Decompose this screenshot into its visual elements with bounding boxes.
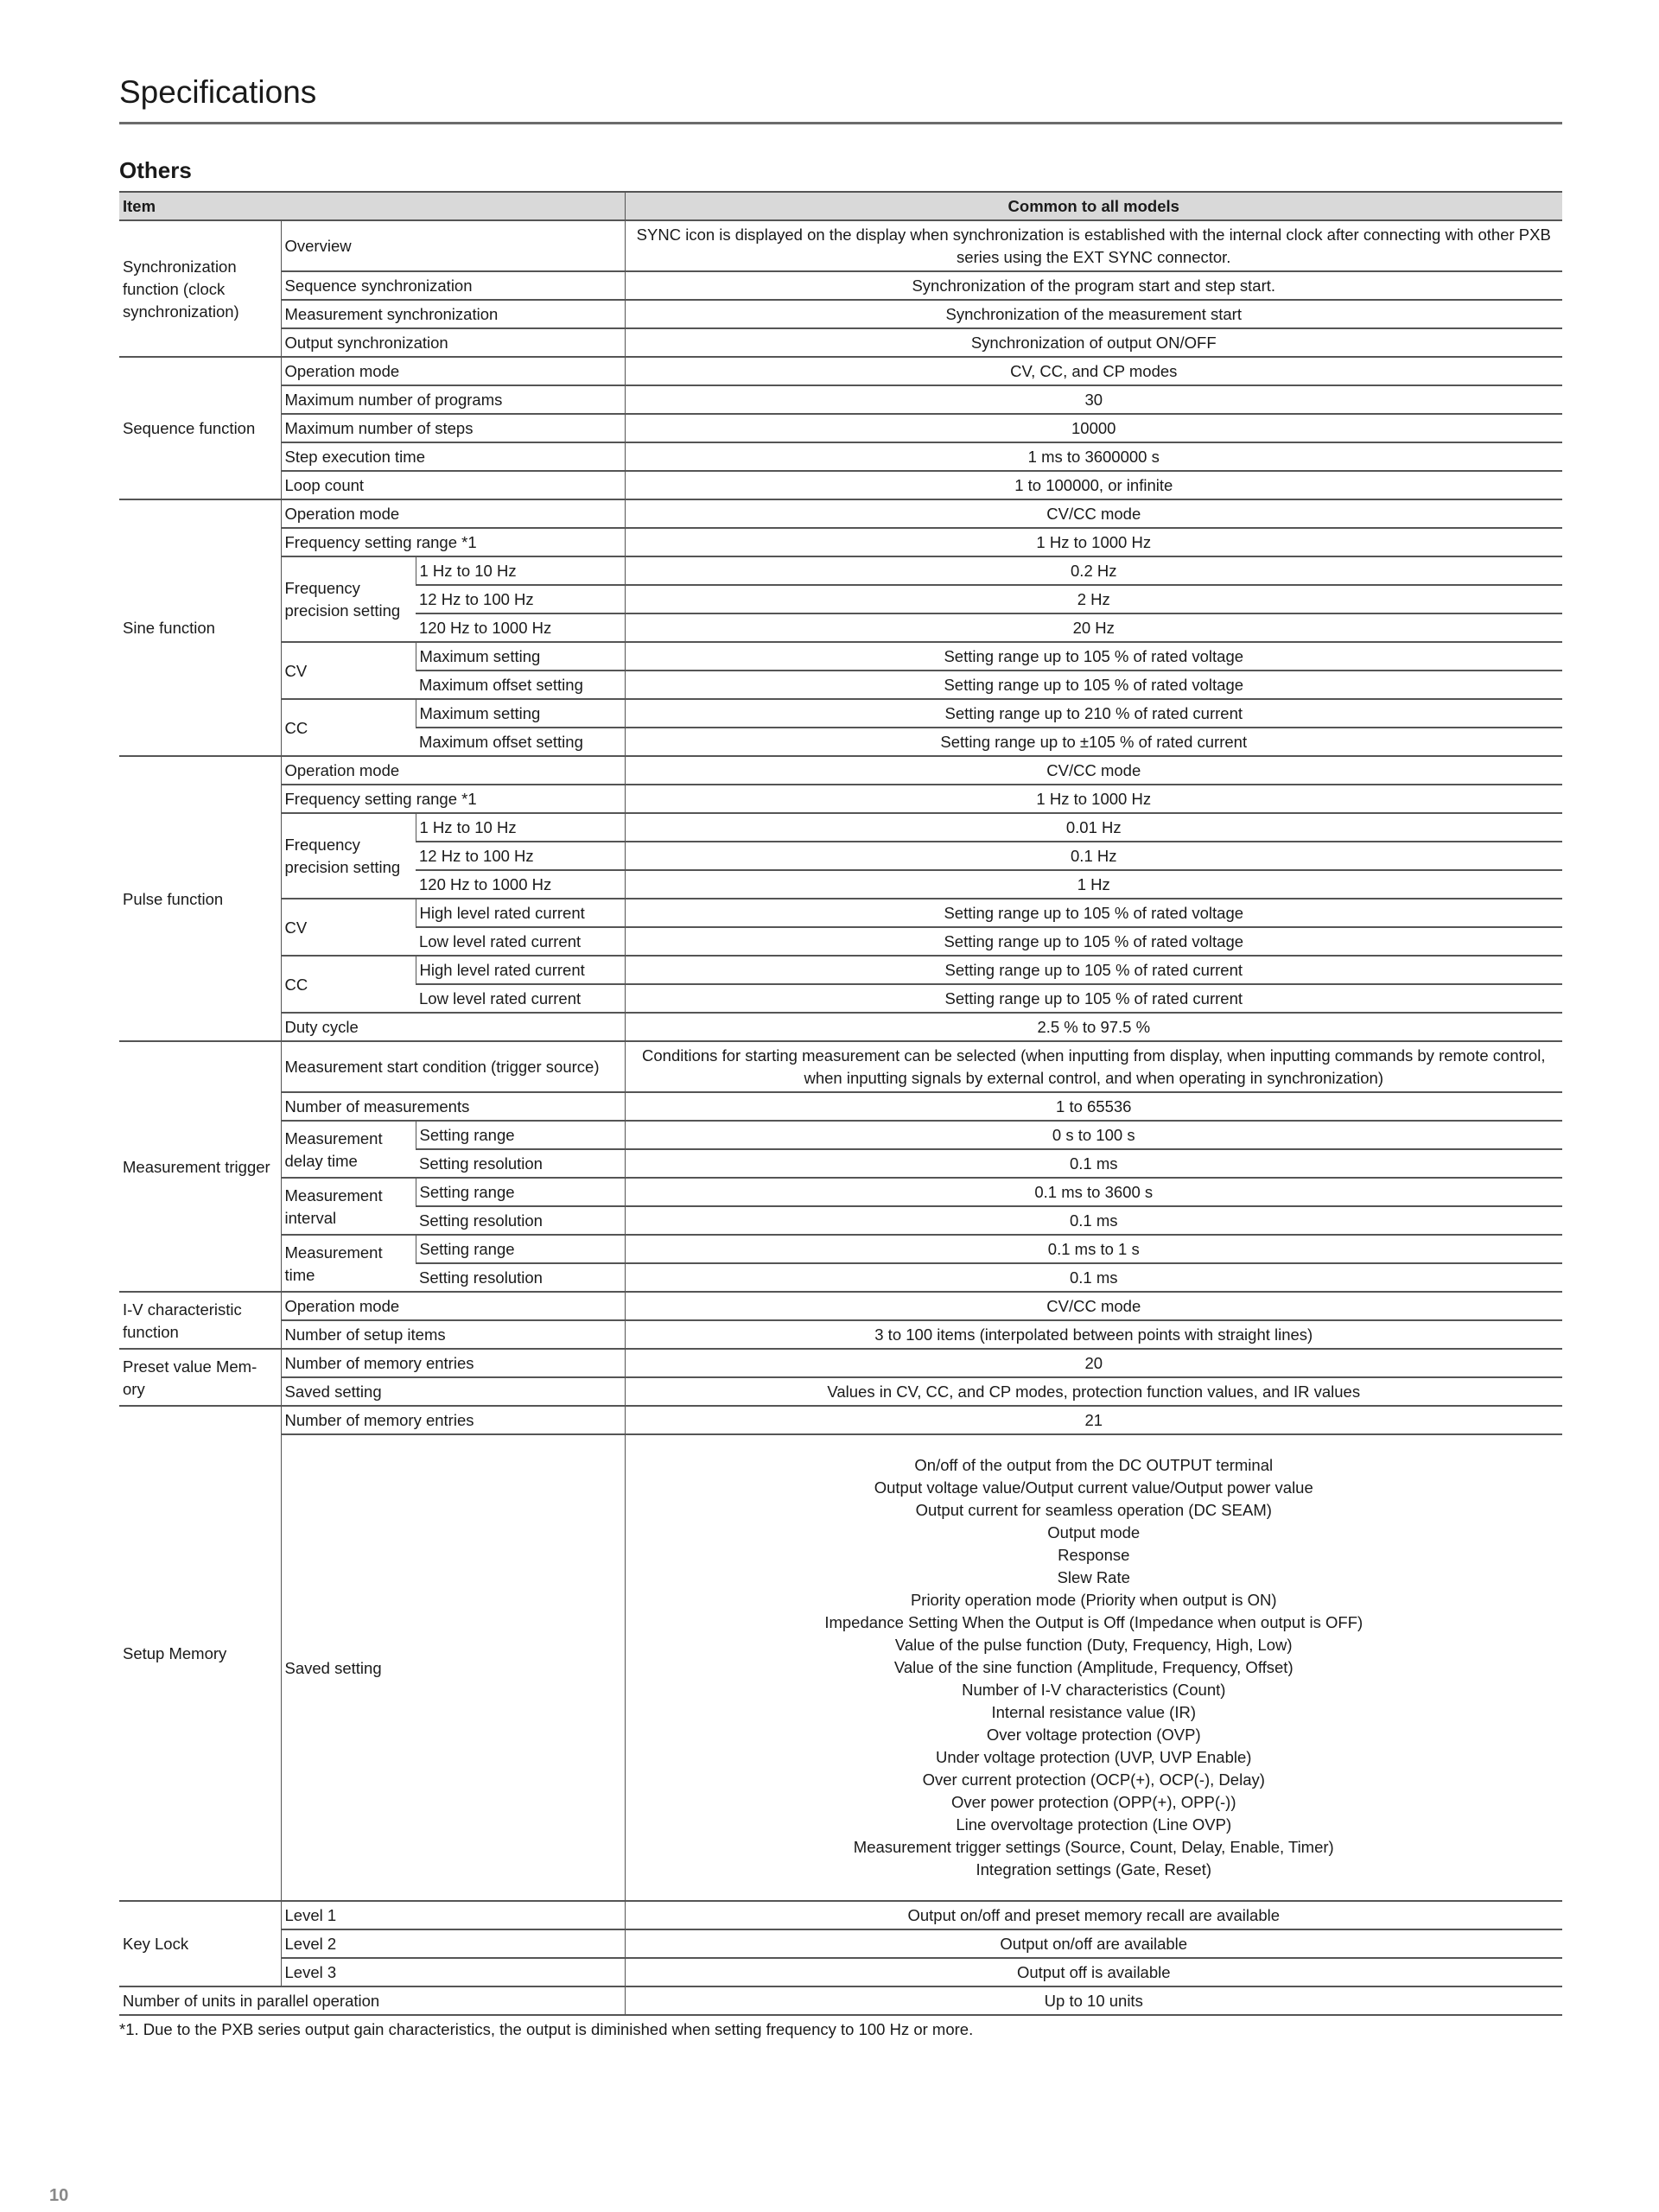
- spec-value-line: Under voltage protection (UVP, UVP Enable): [936, 1748, 1252, 1766]
- spec-value: Output off is available: [625, 1958, 1562, 1986]
- spec-value: SYNC icon is displayed on the display when synchronization is established with the internal clock after connecting with other PXB series using the EXT SYNC connector.: [625, 220, 1562, 271]
- spec-value: Conditions for starting measurement can be selected (when inputting from display, when inputting commands by remote control, when inputting signals by external control, and when operating in synchronization): [625, 1041, 1562, 1092]
- table-body: [119, 220, 1562, 2015]
- item-name: Output synchronization: [281, 328, 625, 357]
- spec-value: CV, CC, and CP modes: [625, 357, 1562, 385]
- spec-value: 20 Hz: [625, 613, 1562, 642]
- spec-value: Setting range up to 105 % of rated current: [625, 984, 1562, 1013]
- spec-value-line: Number of I-V characteristics (Count): [962, 1681, 1226, 1699]
- spec-value: 0.1 ms: [625, 1149, 1562, 1178]
- page-number: 10: [49, 2186, 69, 2205]
- group-label: Key Lock: [119, 1901, 281, 1986]
- group-label: Pulse function: [119, 756, 281, 1041]
- spec-value: Output on/off and preset memory recall are available: [625, 1901, 1562, 1929]
- spec-value: Setting range up to ±105 % of rated current: [625, 728, 1562, 756]
- spec-value: 0 s to 100 s: [625, 1121, 1562, 1149]
- spec-value: Setting range up to 105 % of rated voltage: [625, 642, 1562, 671]
- spec-value: Synchronization of the measurement start: [625, 300, 1562, 328]
- item-name: Frequency setting range *1: [281, 785, 625, 813]
- spec-value: 2 Hz: [625, 585, 1562, 613]
- item-name: Measurement start condition (trigger source): [281, 1041, 625, 1092]
- item-name: Level 2: [281, 1929, 625, 1958]
- spec-value: Setting range up to 105 % of rated current: [625, 956, 1562, 984]
- item-name: CC: [281, 699, 416, 756]
- item-name: Saved setting: [281, 1434, 625, 1901]
- item-name: Duty cycle: [281, 1013, 625, 1041]
- spec-value-line: Impedance Setting When the Output is Off (Impedance when output is OFF): [824, 1613, 1363, 1631]
- table-row: [119, 1958, 1562, 1986]
- sub-item-name: Setting range: [416, 1178, 625, 1206]
- item-name: Loop count: [281, 471, 625, 499]
- group-label: Synchronization function (clock synchronization): [119, 220, 281, 357]
- header-common: Common to all models: [625, 192, 1562, 220]
- table-row: [119, 357, 1562, 385]
- table-row: [119, 1929, 1562, 1958]
- table-row: [119, 785, 1562, 813]
- spec-value-line: Priority operation mode (Priority when output is ON): [910, 1591, 1277, 1609]
- item-name: Measurement interval: [281, 1178, 416, 1235]
- group-label: Measurement trigger: [119, 1041, 281, 1292]
- sub-item-name: Low level rated current: [416, 984, 625, 1013]
- spec-value: 0.1 ms to 1 s: [625, 1235, 1562, 1263]
- table-row: [119, 1986, 1562, 2015]
- item-name: Overview: [281, 220, 625, 271]
- spec-value-line: Output mode: [1047, 1523, 1141, 1541]
- spec-value: Setting range up to 105 % of rated voltage: [625, 671, 1562, 699]
- item-name: Number of memory entries: [281, 1349, 625, 1377]
- sub-item-name: Maximum offset setting: [416, 671, 625, 699]
- sub-item-name: 120 Hz to 1000 Hz: [416, 613, 625, 642]
- item-name: Saved setting: [281, 1377, 625, 1406]
- spec-value: Up to 10 units: [625, 1986, 1562, 2015]
- item-name: Operation mode: [281, 499, 625, 528]
- table-row: [119, 699, 1562, 728]
- table-row: [119, 1092, 1562, 1121]
- spec-value: 3 to 100 items (interpolated between points with straight lines): [625, 1320, 1562, 1349]
- group-label: Sine function: [119, 499, 281, 756]
- table-row: [119, 1235, 1562, 1263]
- group-label: Setup Memory: [119, 1406, 281, 1901]
- spec-value: Setting range up to 105 % of rated voltage: [625, 899, 1562, 927]
- spec-value: 0.1 ms to 3600 s: [625, 1178, 1562, 1206]
- spec-value-line: Response: [1058, 1546, 1130, 1564]
- spec-value-line: Output current for seamless operation (DC SEAM): [915, 1501, 1272, 1519]
- item-name: Frequency setting range *1: [281, 528, 625, 556]
- table-row: [119, 471, 1562, 499]
- table-row: [119, 385, 1562, 414]
- group-label: Preset value Mem-ory: [119, 1349, 281, 1406]
- spec-value: 1 Hz to 1000 Hz: [625, 528, 1562, 556]
- spec-value: 1 ms to 3600000 s: [625, 442, 1562, 471]
- item-name: Frequency precision setting: [281, 556, 416, 642]
- sub-item-name: 12 Hz to 100 Hz: [416, 585, 625, 613]
- sub-item-name: High level rated current: [416, 956, 625, 984]
- sub-item-name: 1 Hz to 10 Hz: [416, 813, 625, 842]
- sub-item-name: Setting resolution: [416, 1263, 625, 1292]
- item-name: Measurement synchronization: [281, 300, 625, 328]
- group-label: Number of units in parallel operation: [119, 1986, 625, 2015]
- sub-item-name: Setting resolution: [416, 1149, 625, 1178]
- footnote: *1. Due to the PXB series output gain characteristics, the output is diminished when setting frequency to 100 Hz or more.: [119, 2020, 974, 2038]
- spec-value-line: Value of the sine function (Amplitude, Frequency, Offset): [893, 1658, 1294, 1676]
- item-name: Operation mode: [281, 1292, 625, 1320]
- table-row: [119, 1121, 1562, 1149]
- spec-value: Synchronization of output ON/OFF: [625, 328, 1562, 357]
- header-item: Item: [119, 192, 625, 220]
- spec-value: Values in CV, CC, and CP modes, protection function values, and IR values: [625, 1377, 1562, 1406]
- table-row: [119, 499, 1562, 528]
- item-name: CC: [281, 956, 416, 1013]
- spec-value: 0.1 ms: [625, 1206, 1562, 1235]
- spec-value-line: Output voltage value/Output current value/Output power value: [874, 1478, 1313, 1497]
- sub-item-name: Low level rated current: [416, 927, 625, 956]
- table-row: [119, 1320, 1562, 1349]
- item-name: CV: [281, 642, 416, 699]
- group-label: I-V characteristic function: [119, 1292, 281, 1349]
- table-row: [119, 956, 1562, 984]
- spec-value: 30: [625, 385, 1562, 414]
- table-row: [119, 813, 1562, 842]
- item-name: Level 3: [281, 1958, 625, 1986]
- section-heading: Others: [119, 157, 192, 183]
- table-row: [119, 1377, 1562, 1406]
- table-row: [119, 1434, 1562, 1901]
- table-row: [119, 1041, 1562, 1092]
- spec-value-line: Over voltage protection (OVP): [986, 1726, 1201, 1744]
- spec-value-line: Slew Rate: [1057, 1568, 1130, 1586]
- table-row: [119, 899, 1562, 927]
- sub-item-name: Setting range: [416, 1235, 625, 1263]
- table-row: [119, 1013, 1562, 1041]
- spec-value: 2.5 % to 97.5 %: [625, 1013, 1562, 1041]
- sub-item-name: Maximum setting: [416, 699, 625, 728]
- table-row: [119, 220, 1562, 271]
- item-name: Step execution time: [281, 442, 625, 471]
- spec-value: 0.2 Hz: [625, 556, 1562, 585]
- item-name: CV: [281, 899, 416, 956]
- table-row: [119, 1349, 1562, 1377]
- sub-item-name: Setting range: [416, 1121, 625, 1149]
- spec-value: Output on/off are available: [625, 1929, 1562, 1958]
- item-name: Frequency precision setting: [281, 813, 416, 899]
- table-row: [119, 556, 1562, 585]
- spec-value: CV/CC mode: [625, 499, 1562, 528]
- sub-item-name: 120 Hz to 1000 Hz: [416, 870, 625, 899]
- page-title: Specifications: [119, 74, 317, 110]
- table-row: [119, 1901, 1562, 1929]
- table-row: [119, 442, 1562, 471]
- spec-value: Setting range up to 105 % of rated voltage: [625, 927, 1562, 956]
- item-name: Maximum number of steps: [281, 414, 625, 442]
- specifications-table: [119, 191, 1562, 2016]
- spec-value: 1 Hz to 1000 Hz: [625, 785, 1562, 813]
- spec-value: 1 Hz: [625, 870, 1562, 899]
- sub-item-name: 1 Hz to 10 Hz: [416, 556, 625, 585]
- table-row: [119, 328, 1562, 357]
- spec-value-line: Value of the pulse function (Duty, Frequency, High, Low): [894, 1636, 1293, 1654]
- spec-value-line: Over current protection (OCP(+), OCP(-), Delay): [922, 1770, 1265, 1789]
- spec-value: 20: [625, 1349, 1562, 1377]
- table-row: [119, 528, 1562, 556]
- table-row: [119, 1292, 1562, 1320]
- spec-value: Setting range up to 210 % of rated current: [625, 699, 1562, 728]
- spec-value-line: Over power protection (OPP(+), OPP(-)): [951, 1793, 1236, 1811]
- table-row: [119, 756, 1562, 785]
- item-name: Operation mode: [281, 357, 625, 385]
- spec-value-line: Measurement trigger settings (Source, Count, Delay, Enable, Timer): [853, 1838, 1334, 1856]
- item-name: Level 1: [281, 1901, 625, 1929]
- spec-value: 0.1 ms: [625, 1263, 1562, 1292]
- table-row: [119, 414, 1562, 442]
- table-row: [119, 271, 1562, 300]
- spec-value: 21: [625, 1406, 1562, 1434]
- spec-value: CV/CC mode: [625, 1292, 1562, 1320]
- item-name: Measurement time: [281, 1235, 416, 1292]
- item-name: Number of measurements: [281, 1092, 625, 1121]
- table-row: [119, 1406, 1562, 1434]
- spec-value: Synchronization of the program start and step start.: [625, 271, 1562, 300]
- item-name: Maximum number of programs: [281, 385, 625, 414]
- spec-value: 10000: [625, 414, 1562, 442]
- spec-value-line: On/off of the output from the DC OUTPUT terminal: [914, 1456, 1274, 1474]
- table-row: [119, 300, 1562, 328]
- title-divider: [119, 122, 1562, 124]
- item-name: Number of memory entries: [281, 1406, 625, 1434]
- spec-value: 0.01 Hz: [625, 813, 1562, 842]
- spec-value: CV/CC mode: [625, 756, 1562, 785]
- sub-item-name: Maximum offset setting: [416, 728, 625, 756]
- group-label: Sequence function: [119, 357, 281, 499]
- table-header-row: [119, 192, 1562, 220]
- spec-value: 0.1 Hz: [625, 842, 1562, 870]
- spec-value-line: Internal resistance value (IR): [991, 1703, 1196, 1721]
- sub-item-name: High level rated current: [416, 899, 625, 927]
- table-row: [119, 1178, 1562, 1206]
- sub-item-name: Maximum setting: [416, 642, 625, 671]
- spec-value-list: [625, 1434, 1562, 1901]
- spec-value: 1 to 65536: [625, 1092, 1562, 1121]
- sub-item-name: 12 Hz to 100 Hz: [416, 842, 625, 870]
- spec-value-line: Integration settings (Gate, Reset): [976, 1860, 1211, 1878]
- sub-item-name: Setting resolution: [416, 1206, 625, 1235]
- item-name: Measurement delay time: [281, 1121, 416, 1178]
- item-name: Sequence synchronization: [281, 271, 625, 300]
- table-row: [119, 642, 1562, 671]
- item-name: Number of setup items: [281, 1320, 625, 1349]
- item-name: Operation mode: [281, 756, 625, 785]
- spec-value: 1 to 100000, or infinite: [625, 471, 1562, 499]
- spec-value-line: Line overvoltage protection (Line OVP): [956, 1815, 1232, 1834]
